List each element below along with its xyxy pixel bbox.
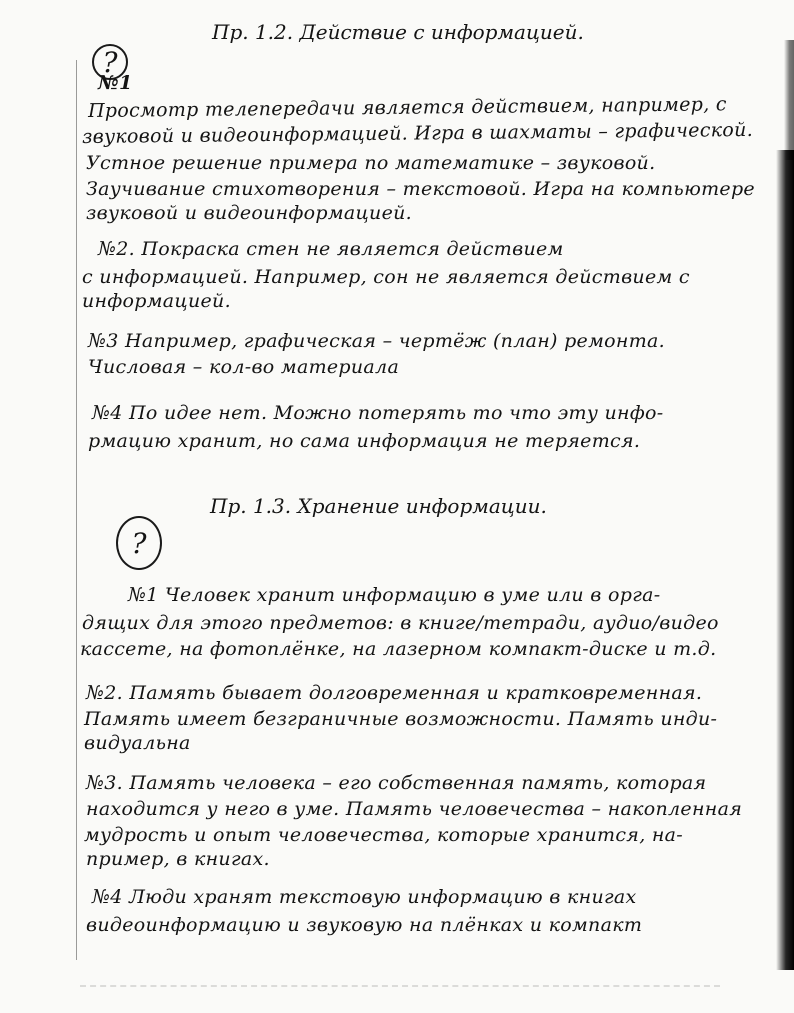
- circled-question-mark: ?: [92, 44, 128, 80]
- section-title-1-3: Пр. 1.3. Хранение информации.: [210, 494, 547, 518]
- margin-line: [76, 60, 77, 960]
- scan-edge-shadow: [776, 150, 794, 970]
- task-number-1: №1: [98, 72, 133, 94]
- text-line: пример, в книгах.: [86, 848, 270, 870]
- text-line: информацией.: [82, 290, 231, 312]
- text-line: мудрость и опыт человечества, которые хранится, на-: [84, 824, 684, 846]
- text-line: №4 Люди хранят текстовую информацию в книгах: [92, 886, 637, 908]
- text-line: №3. Память человека – его собственная память, которая: [86, 772, 707, 794]
- text-line: звуковой и видеоинформацией. Игра в шахматы – графической.: [81, 118, 754, 148]
- text-line: Просмотр телепередачи является действием, например, с: [87, 93, 727, 122]
- circled-question-mark: ?: [116, 516, 162, 570]
- text-line: Заучивание стихотворения – текстовой. Игра на компьютере: [86, 178, 755, 200]
- text-line: Числовая – кол-во материала: [88, 356, 400, 378]
- text-line: Память имеет безграничные возможности. Память инди-: [84, 708, 718, 730]
- section-title-1-2: Пр. 1.2. Действие с информацией.: [212, 20, 584, 44]
- text-line: №2. Память бывает долговременная и кратковременная.: [86, 682, 703, 704]
- text-line: №1 Человек хранит информацию в уме или в орга-: [128, 584, 661, 606]
- text-line: №4 По идее нет. Можно потерять то что эту инфо-: [92, 402, 664, 424]
- text-line: с информацией. Например, сон не является действием с: [82, 266, 690, 288]
- text-line: рмацию хранит, но сама информация не теряется.: [88, 430, 641, 452]
- text-line: №3 Например, графическая – чертёж (план) ремонта.: [88, 330, 665, 352]
- scan-noise: [80, 985, 720, 995]
- text-line: Устное решение примера по математике – звуковой.: [86, 152, 656, 174]
- text-line: звуковой и видеоинформацией.: [86, 202, 413, 224]
- text-line: видуальна: [84, 732, 191, 754]
- text-line: находится у него в уме. Память человечества – накопленная: [86, 798, 743, 820]
- text-line: видеоинформацию и звуковую на плёнках и компакт: [86, 914, 643, 936]
- text-line: дящих для этого предметов: в книге/тетради, аудио/видео: [82, 612, 719, 634]
- text-line: №2. Покраска стен не является действием: [98, 238, 564, 260]
- text-line: кассете, на фотоплёнке, на лазерном компакт-диске и т.д.: [80, 638, 717, 660]
- scan-edge-shadow-top: [784, 40, 794, 160]
